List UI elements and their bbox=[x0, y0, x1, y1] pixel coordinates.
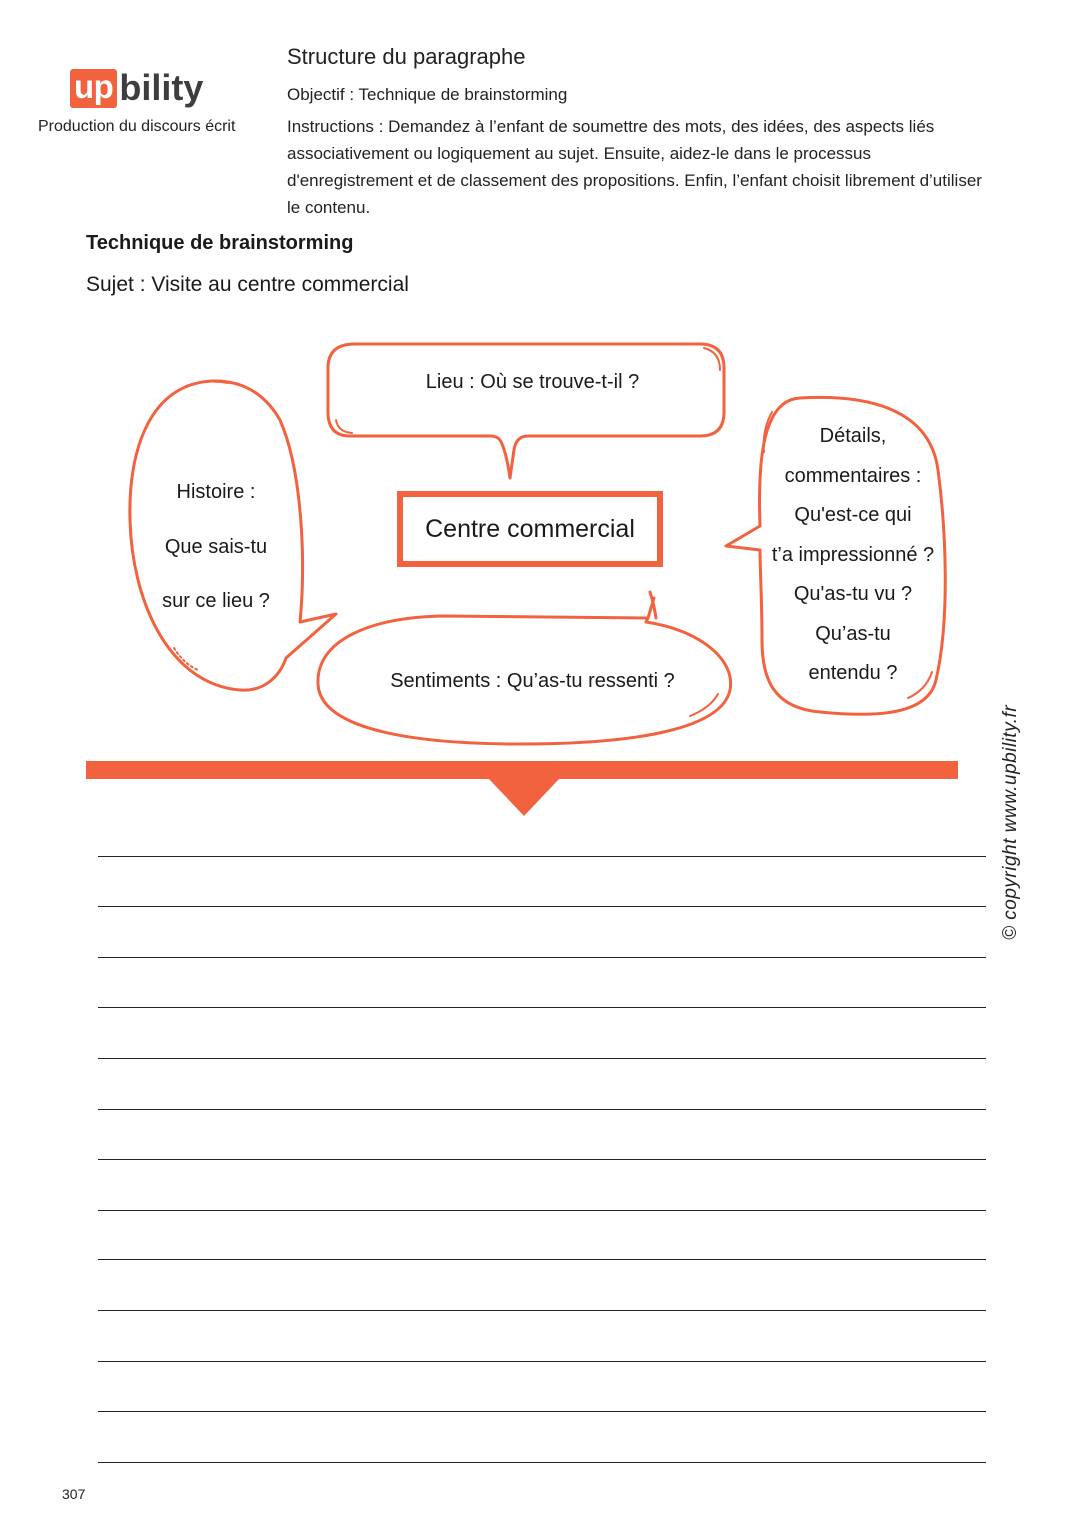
writing-line[interactable] bbox=[98, 1361, 986, 1362]
subject-line: Sujet : Visite au centre commercial bbox=[86, 273, 409, 296]
writing-line[interactable] bbox=[98, 856, 986, 857]
down-arrow-icon bbox=[488, 778, 560, 816]
writing-line[interactable] bbox=[98, 906, 986, 907]
writing-line[interactable] bbox=[98, 1007, 986, 1008]
right-bubble-line: entendu ? bbox=[808, 662, 898, 684]
center-topic-box bbox=[397, 491, 663, 567]
writing-line[interactable] bbox=[98, 1109, 986, 1110]
logo-wordmark: bility bbox=[119, 67, 204, 108]
right-bubble-line: Détails, bbox=[819, 425, 887, 447]
writing-line[interactable] bbox=[98, 1259, 986, 1260]
logo-subtitle: Production du discours écrit bbox=[38, 118, 236, 135]
copyright-text: © copyright www.upbility.fr bbox=[1000, 704, 1021, 940]
writing-line[interactable] bbox=[98, 957, 986, 958]
writing-line[interactable] bbox=[98, 1210, 986, 1211]
section-title: Technique de brainstorming bbox=[86, 232, 354, 254]
orange-divider-bar bbox=[86, 761, 958, 779]
right-bubble-line: commentaires : bbox=[784, 464, 922, 487]
left-bubble-text bbox=[140, 465, 292, 629]
right-bubble-text bbox=[758, 417, 948, 694]
instructions-text: Instructions : Demandez à l’enfant de soumettre des mots, des idées, des aspects liés associativement ou logiquement au sujet. Ensuite, aidez-le dans le processus d'enregistrement et de classement des propositions. Enfin, l’enfant choisit librement d’utiliser le contenu. bbox=[287, 117, 982, 217]
right-bubble-line: t’a impressionné ? bbox=[771, 543, 935, 566]
right-bubble-line: Qu'est-ce qui bbox=[794, 504, 912, 526]
bottom-bubble-text: Sentiments : Qu’as-tu ressenti ? bbox=[390, 670, 675, 692]
left-bubble-line: Histoire : bbox=[176, 481, 256, 503]
logo-up-mark: up bbox=[70, 69, 117, 108]
writing-line[interactable] bbox=[98, 1411, 986, 1412]
left-bubble-line: Que sais-tu bbox=[164, 535, 268, 558]
writing-line[interactable] bbox=[98, 1058, 986, 1059]
objective-text: Objectif : Technique de brainstorming bbox=[287, 85, 568, 104]
right-bubble-line: Qu'as-tu vu ? bbox=[793, 583, 913, 605]
right-bubble-line: Qu’as-tu bbox=[815, 622, 891, 645]
page-title: Structure du paragraphe bbox=[287, 44, 526, 69]
top-speech-bubble bbox=[328, 344, 724, 478]
top-bubble-text: Lieu : Où se trouve-t-il ? bbox=[425, 371, 640, 393]
writing-line[interactable] bbox=[98, 1310, 986, 1311]
writing-line[interactable] bbox=[98, 1159, 986, 1160]
center-topic-label: Centre commercial bbox=[425, 514, 635, 543]
page-number: 307 bbox=[62, 1486, 86, 1502]
writing-line[interactable] bbox=[98, 1462, 986, 1463]
left-bubble-line: sur ce lieu ? bbox=[162, 590, 270, 612]
